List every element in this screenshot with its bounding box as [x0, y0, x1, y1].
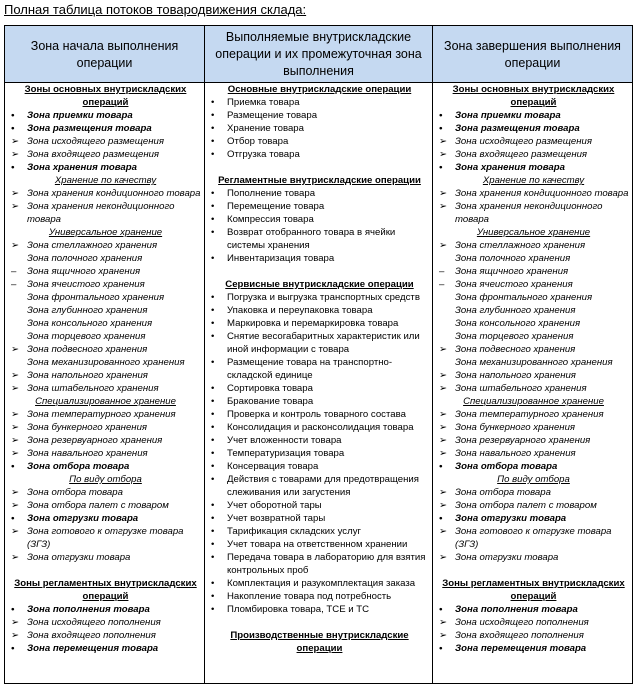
list-item: ➢ Зона подвесного хранения: [439, 344, 576, 355]
start-zone-cell: [5, 83, 205, 684]
arrow-icon: ➢: [439, 370, 448, 381]
bullet-icon: •: [211, 435, 215, 446]
list-item: ➢ Зона стеллажного хранения: [11, 240, 158, 251]
arrow-icon: ➢: [439, 344, 448, 355]
list-item: ➢ Зона напольного хранения: [11, 370, 148, 381]
arrow-icon: ➢: [439, 188, 448, 199]
operations-cell: [205, 83, 433, 684]
arrow-icon: ➢: [439, 149, 448, 160]
list-item: Зона фронтального хранения: [455, 292, 593, 303]
list-item: • Сортировка товара: [211, 383, 313, 394]
list-item: • Зона пополнения товара: [11, 604, 150, 615]
list-item: ➢ Зона входящего пополнения: [11, 630, 156, 641]
list-item: • Зона приемки товара: [439, 110, 561, 121]
section-heading: Регламентные внутрискладские операции: [218, 175, 421, 186]
list-item: ➢ Зона подвесного хранения: [11, 344, 148, 355]
bullet-icon: •: [211, 409, 215, 420]
list-item: • Зона размещения товара: [439, 123, 580, 134]
bullet-icon: •: [11, 110, 15, 121]
subheading: Универсальное хранение: [476, 227, 591, 238]
list-item: ➢ Зона исходящего размещения: [11, 136, 164, 147]
list-item: Зона фронтального хранения: [27, 292, 165, 303]
arrow-icon: ➢: [439, 526, 448, 537]
arrow-icon: ➢: [11, 136, 20, 147]
bullet-icon: •: [211, 149, 215, 160]
subheading: По виду отбора: [497, 474, 570, 485]
bullet-icon: •: [211, 188, 215, 199]
arrow-icon: ➢: [11, 487, 20, 498]
list-item: • Хранение товара: [211, 123, 304, 134]
list-item: ➢ Зона входящего размещения: [439, 149, 588, 160]
list-item: ➢ Зона исходящего пополнения: [11, 617, 161, 628]
list-item: ➢ Зона резервуарного хранения: [439, 435, 591, 446]
list-item: ➢ Зона отгрузки товара: [439, 552, 559, 563]
list-item: Зона консольного хранения: [27, 318, 153, 329]
header-end-zone: Зона завершения выполнения операции: [433, 26, 633, 83]
arrow-icon: ➢: [439, 201, 448, 212]
bullet-icon: •: [211, 305, 215, 316]
list-item: • Зона размещения товара: [11, 123, 152, 134]
list-item: Зона механизированного хранения: [455, 357, 613, 368]
list-item: • Комплектация и разукомплектация заказа: [211, 578, 416, 589]
list-item: – Зона ящичного хранения: [11, 266, 141, 277]
arrow-icon: ➢: [11, 448, 20, 459]
list-item: • Зона перемещения товара: [439, 643, 587, 654]
arrow-icon: ➢: [11, 344, 20, 355]
list-item: ➢ Зона стеллажного хранения: [439, 240, 586, 251]
page-title: Полная таблица потоков товародвижения склада:: [4, 2, 307, 17]
list-item: • Отбор товара: [211, 136, 289, 147]
list-item: • Учет товара на ответственном хранении: [211, 539, 408, 550]
end-zone-cell: [433, 83, 633, 684]
list-item: • Бракование товара: [211, 396, 314, 407]
table-header-row: [5, 26, 633, 83]
header-operations: Выполняемые внутрискладские операции и их промежуточная зона выполнения: [205, 26, 433, 83]
end-zone-list: [435, 83, 632, 655]
bullet-icon: •: [211, 110, 215, 121]
list-item: • Перемещение товара: [211, 201, 325, 212]
list-item: – Зона ячеистого хранения: [11, 279, 145, 290]
bullet-icon: •: [439, 513, 443, 524]
section-heading: Зоны основных внутрискладских операций: [452, 84, 615, 108]
bullet-icon: •: [211, 461, 215, 472]
list-item: • Накопление товара под потребность: [211, 591, 392, 602]
list-item: Зона торцевого хранения: [455, 331, 574, 342]
bullet-icon: •: [11, 461, 15, 472]
list-item: Зона полочного хранения: [27, 253, 143, 264]
list-item: ➢ Зона хранения кондиционного товара: [11, 188, 201, 199]
list-item: Зона глубинного хранения: [455, 305, 576, 316]
arrow-icon: ➢: [439, 448, 448, 459]
list-item: • Тарификация складских услуг: [211, 526, 361, 537]
section-heading: Производственные внутрискладские операции: [230, 630, 409, 654]
list-item: ➢ Зона напольного хранения: [439, 370, 576, 381]
bullet-icon: •: [211, 513, 215, 524]
list-item: • Пломбировка товара, ТСЕ и ТС: [211, 604, 370, 615]
arrow-icon: ➢: [11, 370, 20, 381]
arrow-icon: ➢: [439, 617, 448, 628]
bullet-icon: •: [211, 474, 215, 485]
arrow-icon: ➢: [439, 435, 448, 446]
bullet-icon: •: [211, 604, 215, 615]
arrow-icon: ➢: [11, 552, 20, 563]
list-item: Зона механизированного хранения: [27, 357, 185, 368]
list-item: • Зона перемещения товара: [11, 643, 159, 654]
arrow-icon: ➢: [11, 435, 20, 446]
bullet-icon: •: [211, 526, 215, 537]
list-item: • Компрессия товара: [211, 214, 314, 225]
list-item: • Отгрузка товара: [211, 149, 300, 160]
list-item: • Размещение товара на транспортно-складской единице: [211, 357, 393, 381]
bullet-icon: •: [11, 162, 15, 173]
subheading: Специализированное хранение: [35, 396, 176, 407]
bullet-icon: •: [211, 591, 215, 602]
bullet-icon: •: [211, 357, 215, 368]
bullet-icon: •: [211, 448, 215, 459]
arrow-icon: ➢: [11, 500, 20, 511]
dash-icon: –: [439, 279, 445, 290]
list-item: • Маркировка и перемаркировка товара: [211, 318, 399, 329]
bullet-icon: •: [211, 331, 215, 342]
bullet-icon: •: [211, 97, 215, 108]
bullet-icon: •: [211, 253, 215, 264]
bullet-icon: •: [211, 123, 215, 134]
arrow-icon: ➢: [11, 409, 20, 420]
bullet-icon: •: [211, 292, 215, 303]
list-item: ➢ Зона штабельного хранения: [11, 383, 159, 394]
section-heading: Основные внутрискладские операции: [227, 84, 412, 95]
list-item: • Зона приемки товара: [11, 110, 133, 121]
list-item: ➢ Зона готового к отгрузке товара (ЗГЗ): [439, 526, 612, 550]
bullet-icon: •: [211, 214, 215, 225]
list-item: ➢ Зона отбора палет с товаром: [439, 500, 597, 511]
dash-icon: –: [11, 266, 17, 277]
list-item: ➢ Зона штабельного хранения: [439, 383, 587, 394]
list-item: ➢ Зона хранения некондиционного товара: [11, 201, 175, 225]
list-item: ➢ Зона хранения кондиционного товара: [439, 188, 629, 199]
subheading: Специализированное хранение: [463, 396, 604, 407]
bullet-icon: •: [211, 539, 215, 550]
list-item: • Передача товара в лабораторию для взятия контрольных проб: [211, 552, 426, 576]
bullet-icon: •: [11, 643, 15, 654]
bullet-icon: •: [439, 110, 443, 121]
list-item: • Инвентаризация товара: [211, 253, 335, 264]
list-item: ➢ Зона бункерного хранения: [11, 422, 148, 433]
subheading: Хранение по качеству: [482, 175, 585, 186]
list-item: ➢ Зона навального хранения: [11, 448, 148, 459]
bullet-icon: •: [211, 578, 215, 589]
list-item: • Учет вложенности товара: [211, 435, 342, 446]
bullet-icon: •: [211, 136, 215, 147]
bullet-icon: •: [439, 604, 443, 615]
bullet-icon: •: [211, 227, 215, 238]
list-item: Зона консольного хранения: [455, 318, 581, 329]
section-heading: Зоны регламентных внутрискладских операций: [14, 578, 197, 602]
bullet-icon: •: [11, 513, 15, 524]
section-heading: Сервисные внутрискладские операции: [225, 279, 414, 290]
bullet-icon: •: [439, 162, 443, 173]
list-item: ➢ Зона входящего пополнения: [439, 630, 584, 641]
arrow-icon: ➢: [11, 240, 20, 251]
bullet-icon: •: [211, 500, 215, 511]
list-item: • Учет возвратной тары: [211, 513, 326, 524]
arrow-icon: ➢: [439, 630, 448, 641]
list-item: ➢ Зона отбора товара: [439, 487, 551, 498]
bullet-icon: •: [11, 604, 15, 615]
header-start-zone: Зона начала выполнения операции: [5, 26, 205, 83]
arrow-icon: ➢: [439, 500, 448, 511]
warehouse-flows-table: [4, 25, 633, 684]
list-item: • Погрузка и выгрузка транспортных средств: [211, 292, 420, 303]
list-item: ➢ Зона температурного хранения: [439, 409, 604, 420]
list-item: • Зона пополнения товара: [439, 604, 578, 615]
list-item: • Зона отбора товара: [11, 461, 130, 472]
list-item: • Зона отгрузки товара: [11, 513, 139, 524]
arrow-icon: ➢: [11, 201, 20, 212]
arrow-icon: ➢: [11, 149, 20, 160]
start-zone-list: [7, 83, 204, 655]
bullet-icon: •: [11, 123, 15, 134]
list-item: Зона торцевого хранения: [27, 331, 146, 342]
list-item: • Консервация товара: [211, 461, 319, 472]
list-item: ➢ Зона исходящего пополнения: [439, 617, 589, 628]
list-item: ➢ Зона хранения некондиционного товара: [439, 201, 603, 225]
list-item: • Пополнение товара: [211, 188, 316, 199]
list-item: ➢ Зона отгрузки товара: [11, 552, 131, 563]
arrow-icon: ➢: [11, 526, 20, 537]
subheading: Универсальное хранение: [48, 227, 163, 238]
dash-icon: –: [439, 266, 445, 277]
list-item: • Учет оборотной тары: [211, 500, 322, 511]
list-item: • Размещение товара: [211, 110, 318, 121]
arrow-icon: ➢: [11, 422, 20, 433]
list-item: • Зона хранения товара: [439, 162, 565, 173]
bullet-icon: •: [439, 461, 443, 472]
list-item: • Зона отгрузки товара: [439, 513, 567, 524]
arrow-icon: ➢: [439, 136, 448, 147]
bullet-icon: •: [439, 123, 443, 134]
section-heading: Зоны основных внутрискладских операций: [24, 84, 187, 108]
list-item: • Упаковка и переупаковка товара: [211, 305, 373, 316]
operations-list: [207, 83, 432, 655]
list-item: • Снятие весогабаритных характеристик или иной информации с товара: [211, 331, 420, 355]
list-item: ➢ Зона исходящего размещения: [439, 136, 592, 147]
list-item: ➢ Зона отбора товара: [11, 487, 123, 498]
list-item: • Температуризация товара: [211, 448, 345, 459]
list-item: ➢ Зона температурного хранения: [11, 409, 176, 420]
bullet-icon: •: [211, 396, 215, 407]
arrow-icon: ➢: [11, 383, 20, 394]
list-item: • Действия с товарами для предотвращения слеживания или загустения: [211, 474, 419, 498]
arrow-icon: ➢: [11, 630, 20, 641]
list-item: – Зона ячеистого хранения: [439, 279, 573, 290]
list-item: ➢ Зона навального хранения: [439, 448, 576, 459]
arrow-icon: ➢: [439, 552, 448, 563]
subheading: По виду отбора: [69, 474, 142, 485]
list-item: Зона полочного хранения: [455, 253, 571, 264]
section-heading: Зоны регламентных внутрискладских операций: [442, 578, 625, 602]
list-item: – Зона ящичного хранения: [439, 266, 569, 277]
list-item: ➢ Зона входящего размещения: [11, 149, 160, 160]
arrow-icon: ➢: [439, 422, 448, 433]
bullet-icon: •: [211, 318, 215, 329]
bullet-icon: •: [211, 383, 215, 394]
arrow-icon: ➢: [439, 383, 448, 394]
arrow-icon: ➢: [11, 188, 20, 199]
list-item: ➢ Зона резервуарного хранения: [11, 435, 163, 446]
bullet-icon: •: [211, 422, 215, 433]
table-body-row: [5, 83, 633, 684]
arrow-icon: ➢: [439, 409, 448, 420]
list-item: • Приемка товара: [211, 97, 300, 108]
list-item: ➢ Зона готового к отгрузке товара (ЗГЗ): [11, 526, 184, 550]
subheading: Хранение по качеству: [54, 175, 157, 186]
bullet-icon: •: [211, 552, 215, 563]
list-item: ➢ Зона отбора палет с товаром: [11, 500, 169, 511]
arrow-icon: ➢: [439, 487, 448, 498]
arrow-icon: ➢: [11, 617, 20, 628]
bullet-icon: •: [439, 643, 443, 654]
arrow-icon: ➢: [439, 240, 448, 251]
bullet-icon: •: [211, 201, 215, 212]
list-item: Зона глубинного хранения: [27, 305, 148, 316]
dash-icon: –: [11, 279, 17, 290]
list-item: • Проверка и контроль товарного состава: [211, 409, 406, 420]
list-item: • Зона хранения товара: [11, 162, 137, 173]
list-item: • Консолидация и расконсолидация товара: [211, 422, 414, 433]
list-item: • Зона отбора товара: [439, 461, 558, 472]
list-item: • Возврат отобранного товара в ячейки системы хранения: [211, 227, 396, 251]
list-item: ➢ Зона бункерного хранения: [439, 422, 576, 433]
